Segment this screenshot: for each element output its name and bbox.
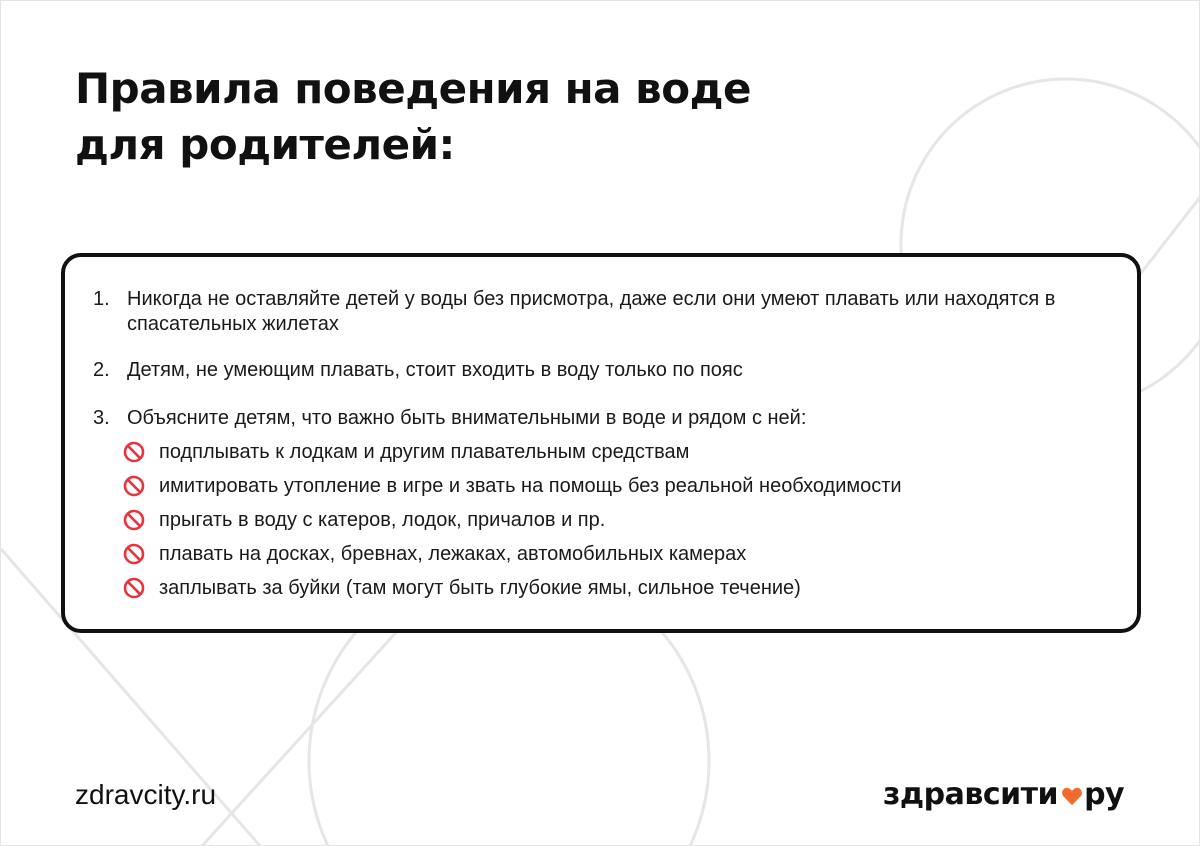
brand-logo-text-start: здравсити (883, 777, 1059, 812)
brand-logo-text-end: ру (1084, 777, 1125, 812)
prohibited-item (123, 505, 1083, 535)
rule-number: 3. (93, 407, 110, 429)
prohibited-text: плавать на досках, бревнах, лежаках, автомобильных камерах (159, 543, 747, 565)
rule-text: Объясните детям, что важно быть внимательными в воде и рядом с ней: (127, 407, 807, 429)
rule-item (93, 358, 1093, 383)
rule-item (93, 406, 1093, 431)
rule-number: 2. (93, 359, 110, 381)
prohibited-item (123, 471, 1083, 501)
title-line-1: Правила поведения на воде (75, 64, 751, 113)
rule-text: Никогда не оставляйте детей у воды без присмотра, даже если они умеют плавать или находятся в спасательных жилетах (127, 288, 1056, 335)
prohibited-item (123, 437, 1083, 467)
page-title (75, 61, 751, 173)
prohibited-icon (123, 509, 145, 531)
prohibited-text: заплывать за буйки (там могут быть глубокие ямы, сильное течение) (159, 577, 801, 599)
prohibited-text: подплывать к лодкам и другим плавательным средствам (159, 441, 690, 463)
prohibited-icon (123, 543, 145, 565)
prohibited-text: имитировать утопление в игре и звать на помощь без реальной необходимости (159, 475, 902, 497)
brand-logo (883, 775, 1124, 815)
rule-item (93, 287, 1093, 337)
rules-card (61, 253, 1141, 633)
prohibited-icon (123, 577, 145, 599)
prohibited-text: прыгать в воду с катеров, лодок, причалов и пр. (159, 509, 606, 531)
prohibited-icon (123, 475, 145, 497)
footer-site-url: zdravcity.ru (75, 779, 217, 810)
rule-text: Детям, не умеющим плавать, стоит входить в воду только по пояс (127, 359, 743, 381)
prohibited-item (123, 573, 1083, 603)
rule-number: 1. (93, 288, 110, 310)
prohibited-item (123, 539, 1083, 569)
heart-icon (1061, 786, 1083, 806)
prohibited-icon (123, 441, 145, 463)
title-line-2: для родителей: (75, 120, 455, 169)
